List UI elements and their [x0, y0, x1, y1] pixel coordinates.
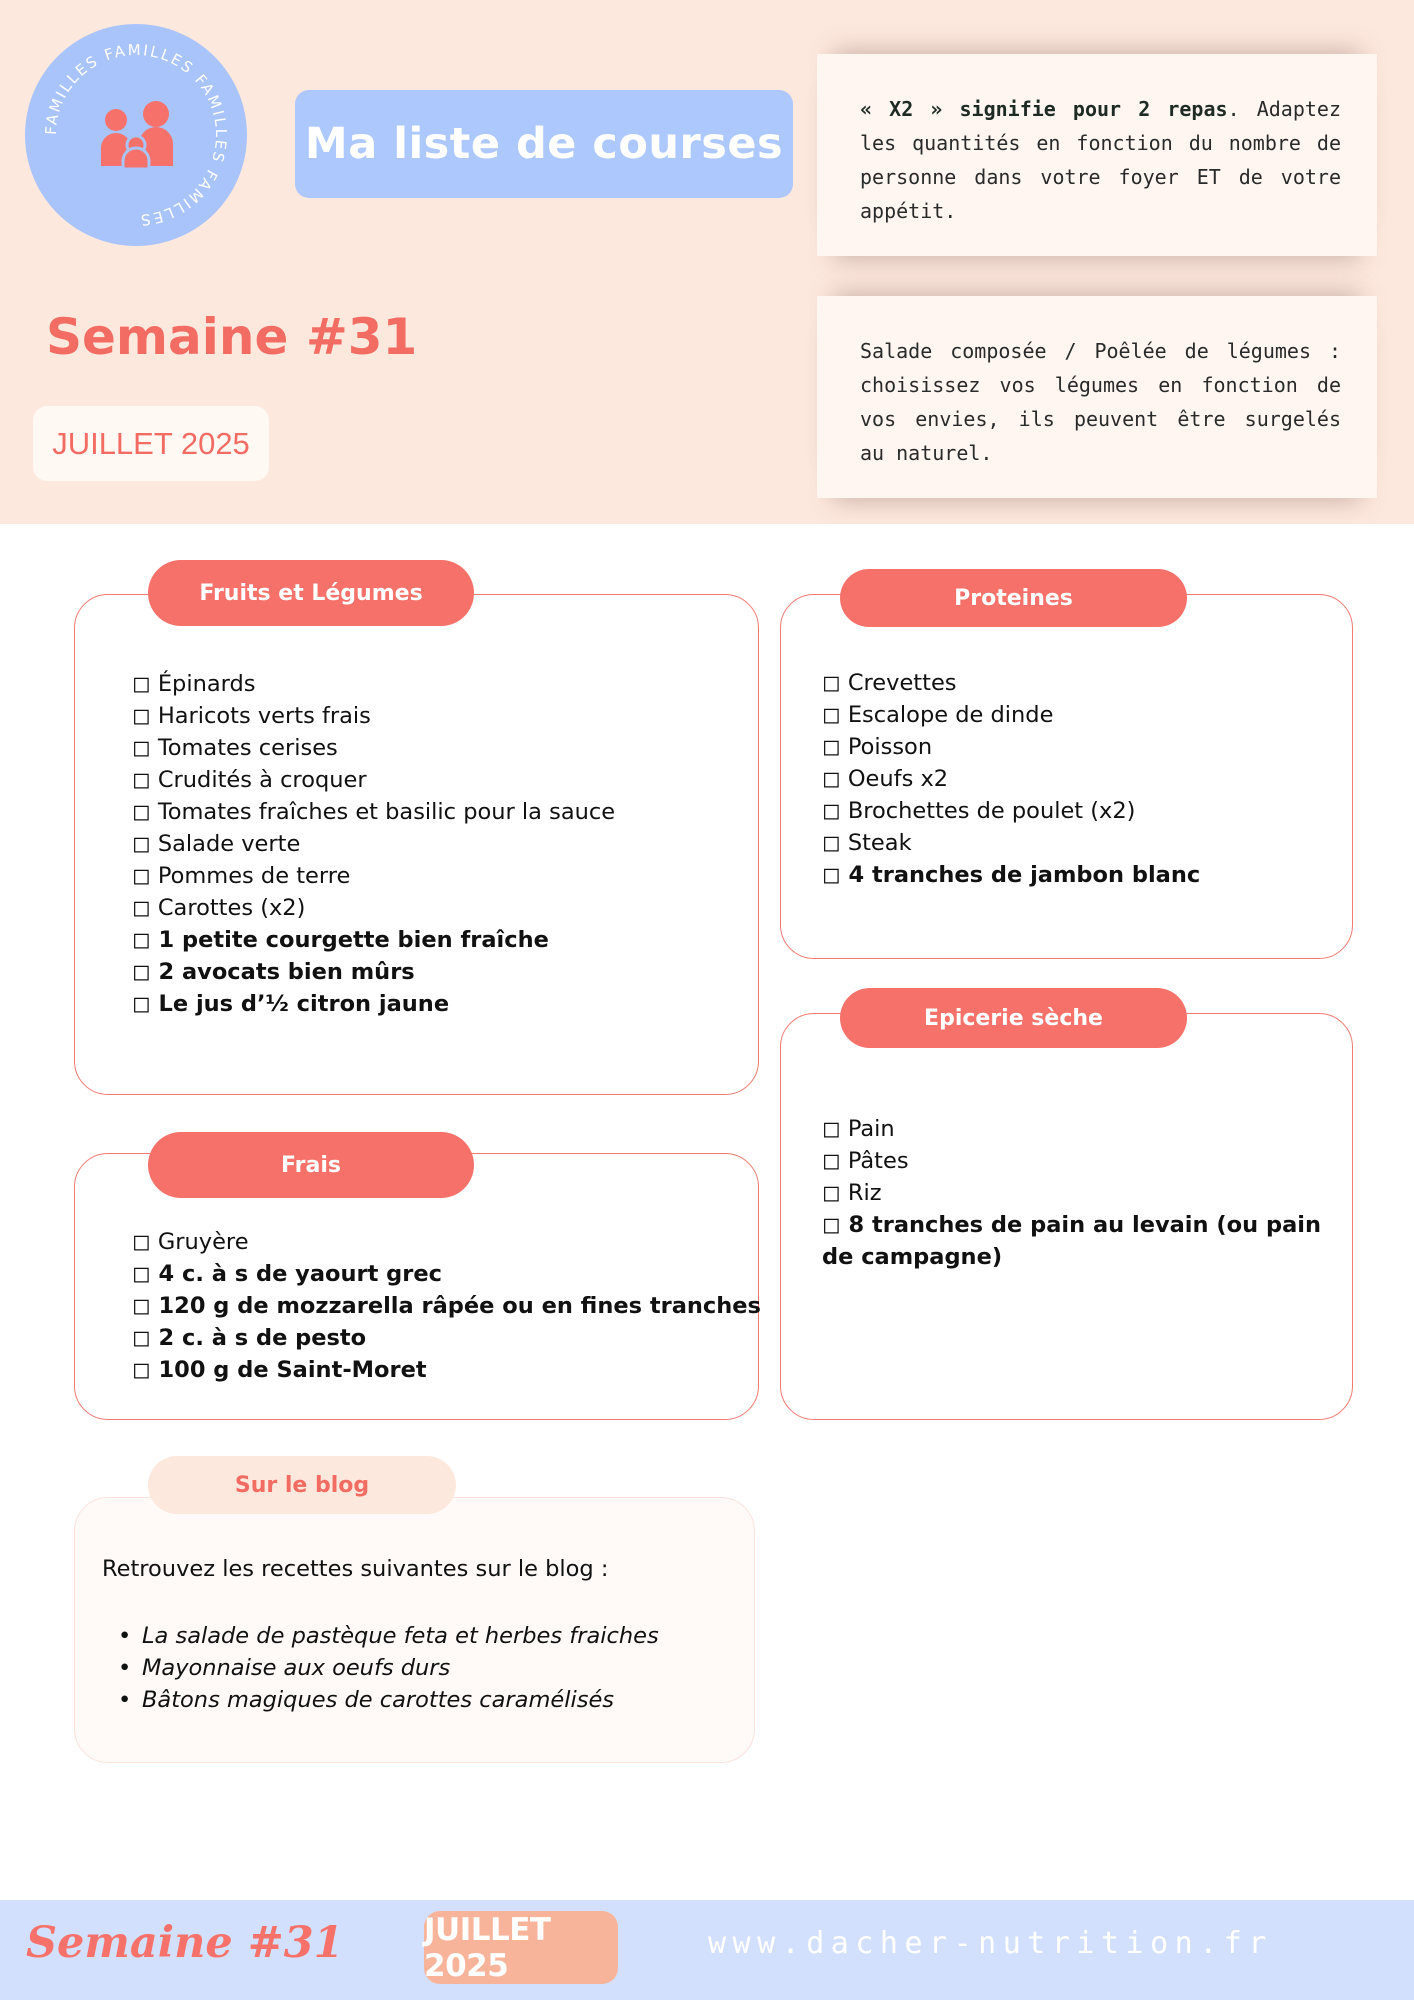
- bullet-icon: •: [118, 1687, 132, 1713]
- footer-website-link[interactable]: www.dacher-nutrition.fr: [708, 1926, 1273, 1961]
- proteines-label: Proteines: [840, 569, 1187, 627]
- blog-recipe-text: Bâtons magiques de carottes caramélisés: [142, 1687, 615, 1713]
- list-item[interactable]: ◻ Escalope de dinde: [822, 702, 1054, 728]
- list-item[interactable]: ◻ Poisson: [822, 734, 933, 760]
- list-item[interactable]: ◻ Tomates fraîches et basilic pour la sauce: [132, 799, 616, 825]
- family-icon: [25, 24, 247, 246]
- list-item[interactable]: ◻ Carottes (x2): [132, 895, 306, 921]
- list-item[interactable]: ◻ 2 c. à s de pesto: [132, 1325, 367, 1351]
- familles-logo: [25, 24, 247, 246]
- proteines-list: [822, 667, 1200, 891]
- list-item[interactable]: ◻ Haricots verts frais: [132, 703, 371, 729]
- epicerie-list: [822, 1113, 1321, 1273]
- blog-recipe-item[interactable]: [118, 1652, 659, 1684]
- list-item[interactable]: ◻ 4 c. à s de yaourt grec: [132, 1261, 442, 1287]
- list-item[interactable]: ◻ Le jus d’½ citron jaune: [132, 991, 450, 1017]
- note-portions-bold: « X2 » signifie pour 2 repas: [860, 97, 1228, 121]
- list-item[interactable]: ◻ 2 avocats bien mûrs: [132, 959, 415, 985]
- footer-week: Semaine #31: [26, 1918, 344, 1968]
- bullet-icon: •: [118, 1623, 132, 1649]
- blog-recipe-text: Mayonnaise aux oeufs durs: [142, 1655, 451, 1681]
- list-item[interactable]: ◻ Pommes de terre: [132, 863, 351, 889]
- fruits-list: [132, 668, 615, 1020]
- list-item[interactable]: ◻ Brochettes de poulet (x2): [822, 798, 1136, 824]
- note-portions-text: . Adaptez les quantités en fonction du nombre de personne dans votre foyer ET de votre appétit.: [860, 97, 1341, 223]
- list-item[interactable]: ◻ 1 petite courgette bien fraîche: [132, 927, 549, 953]
- blog-label: Sur le blog: [148, 1456, 456, 1514]
- list-item[interactable]: ◻ Crudités à croquer: [132, 767, 367, 793]
- list-item[interactable]: ◻ Pain: [822, 1116, 895, 1142]
- footer-month-badge: JUILLET 2025: [424, 1911, 618, 1984]
- blog-recipe-item[interactable]: [118, 1620, 659, 1652]
- page-title: Ma liste de courses: [295, 90, 793, 198]
- blog-recipe-list: [118, 1620, 659, 1716]
- list-item[interactable]: ◻ Riz: [822, 1180, 882, 1206]
- list-item-continued: de campagne): [822, 1244, 1003, 1270]
- list-item[interactable]: ◻ 8 tranches de pain au levain (ou pain: [822, 1212, 1321, 1238]
- note-portions: [817, 54, 1377, 256]
- logo-ring-text: FAMILLES FAMILLES FAMILLES FAMILLES: [41, 40, 231, 230]
- month-badge: JUILLET 2025: [33, 406, 269, 481]
- list-item[interactable]: ◻ Gruyère: [132, 1229, 249, 1255]
- blog-intro: Retrouvez les recettes suivantes sur le blog :: [102, 1556, 609, 1582]
- list-item[interactable]: ◻ Oeufs x2: [822, 766, 949, 792]
- frais-label: Frais: [148, 1132, 474, 1198]
- blog-recipe-text: La salade de pastèque feta et herbes fraiches: [142, 1623, 659, 1649]
- list-item[interactable]: ◻ Crevettes: [822, 670, 957, 696]
- list-item[interactable]: ◻ 4 tranches de jambon blanc: [822, 862, 1201, 888]
- epicerie-label: Epicerie sèche: [840, 988, 1187, 1048]
- list-item[interactable]: ◻ 120 g de mozzarella râpée ou en fines tranches: [132, 1293, 761, 1319]
- list-item[interactable]: ◻ Salade verte: [132, 831, 301, 857]
- frais-list: [132, 1226, 761, 1386]
- week-title: Semaine #31: [46, 308, 418, 366]
- list-item[interactable]: ◻ 100 g de Saint-Moret: [132, 1357, 427, 1383]
- bullet-icon: •: [118, 1655, 132, 1681]
- list-item[interactable]: ◻ Tomates cerises: [132, 735, 338, 761]
- list-item[interactable]: ◻ Steak: [822, 830, 912, 856]
- list-item[interactable]: ◻ Épinards: [132, 671, 256, 697]
- blog-recipe-item[interactable]: [118, 1684, 659, 1716]
- note-vegetables: Salade composée / Poêlée de légumes : choisissez vos légumes en fonction de vos envies, ils peuvent être surgelés au naturel.: [817, 296, 1377, 498]
- list-item[interactable]: ◻ Pâtes: [822, 1148, 909, 1174]
- fruits-label: Fruits et Légumes: [148, 560, 474, 626]
